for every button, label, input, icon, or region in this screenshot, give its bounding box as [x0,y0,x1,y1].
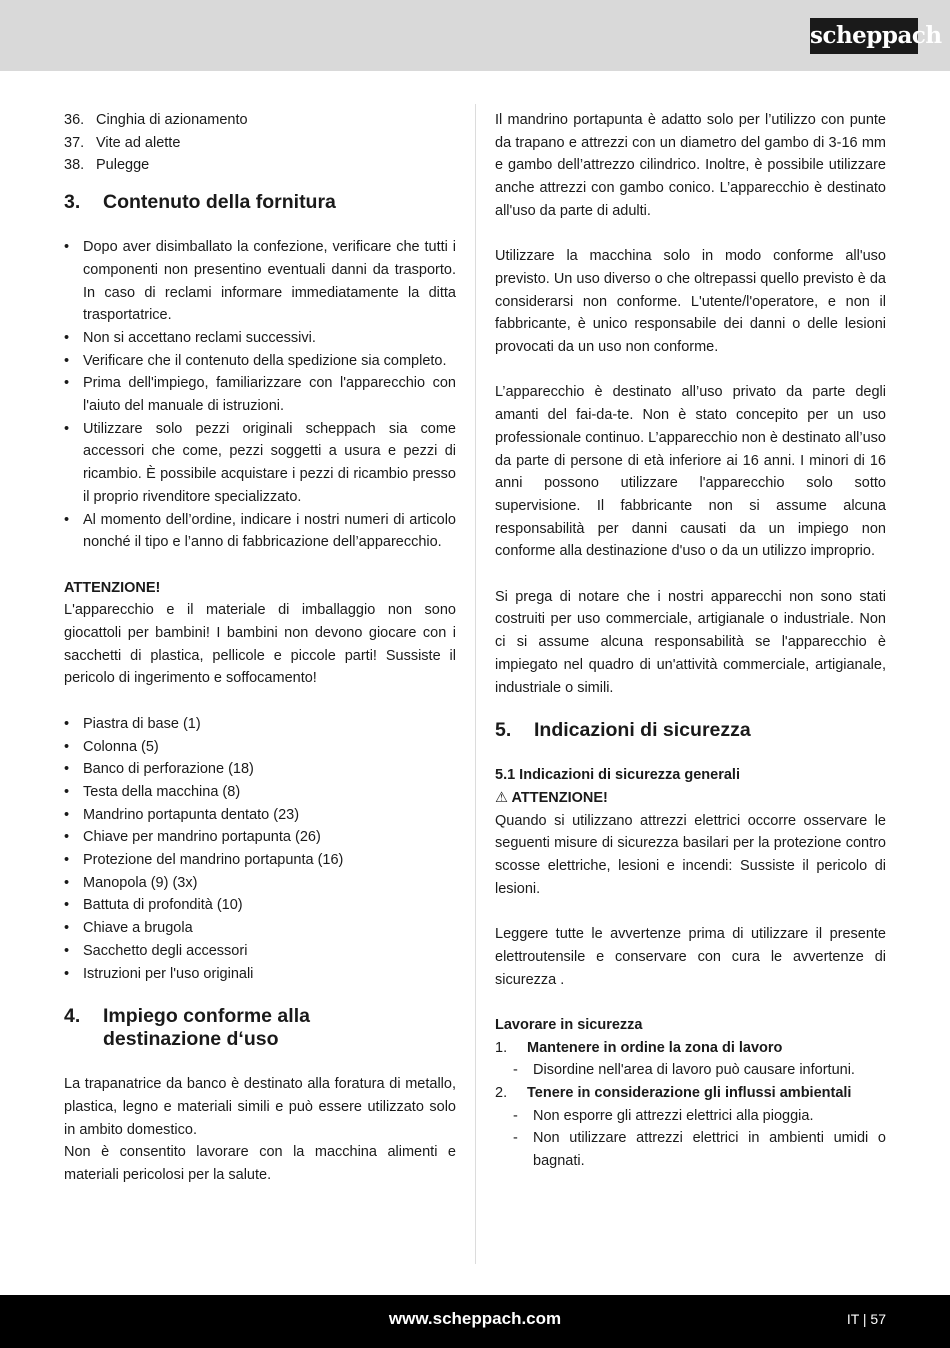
section-title: Indicazioni di sicurezza [534,719,751,742]
list-item: • Protezione del mandrino portapunta (16) [64,849,456,872]
item-number: 37. [64,134,85,151]
item-text: Mantenere in ordine la zona di lavoro [527,1039,783,1056]
paragraph: Il mandrino portapunta è adatto solo per l’utilizzo con punte da trapano e attrezzi con un diametro del gambo di 3-16 mm e gambo dell’attrezzo cilindrico. Inoltre, è possibile utilizzare anche attrezzi con gambo conico. L’apparecchio è destinato all'uso da parte di adulti. [495,112,886,219]
safety-list [495,1037,886,1060]
section-title: Contenuto della fornitura [103,191,336,214]
paragraph: Quando si utilizzano attrezzi elettrici occorre osservare le seguenti misure di sicurezza basilari per la protezione contro scosse elettriche, lesioni e incendi: Sussiste il pericolo di lesioni. [495,812,886,897]
paragraph: L’apparecchio è destinato all’uso privato da parte degli amanti del fai-da-te. Non è stato concepito per un uso professionale continuo. L’apparecchio non è destinato all’uso da parte di persone di età inferiore ai 16 anni. I minori di 16 anni possono utilizzare l'apparecchio solo sotto supervisione. Il fabbricante non si assume alcuna responsabilità per danni causati da un impiego non conforme alla destinazione d'uso o da un utilizzo improprio. [495,384,886,560]
section-title-line: destinazione d‘uso [103,1028,279,1051]
warning-label: ATTENZIONE! [511,789,608,806]
contents-bullets [64,713,456,985]
work-safety-title: Lavorare in sicurezza [495,1016,643,1033]
paragraph: Si prega di notare che i nostri apparecchi non sono stati costruiti per uso commerciale, artigianale o industriale. Non ci si assume alcuna responsabilità se l'apparecchio è impiegato nel quadro di un'attività commerciale, artigianale, industriale o simili. [495,588,886,696]
right-column [495,109,886,1173]
dash-list [495,1059,886,1082]
list-item [495,1037,886,1060]
delivery-bullets [64,236,456,554]
section-5-heading [495,719,886,742]
list-item: • Utilizzare solo pezzi originali scheppach sia come accessori che come, pezzi soggetti a usura e pezzi di ricambio. È possibile acquistare i pezzi di ricambio presso il proprio rivenditore specializzato. [64,418,456,509]
section-title-line: Impiego conforme alla [103,1005,310,1028]
list-item: • Manopola (9) (3x) [64,872,456,895]
paragraph: Utilizzare la macchina solo in modo conforme all'uso previsto. Un uso diverso o che oltrepassi quello previsto è da considerarsi non conforme. L'utente/l'operatore, e non il fabbricante, è unico responsabile dei danni o delle lesioni provocati da un uso non conforme. [495,248,886,356]
paragraph: Non è consentito lavorare con la macchina alimenti e materiali pericolosi per la salute. [64,1144,456,1184]
warning-title: ATTENZIONE! [64,579,161,596]
item-number: 2. [495,1085,508,1102]
page-number: IT | 57 [846,1311,886,1327]
item-text: Vite ad alette [96,134,181,151]
list-item [495,1082,886,1105]
list-item: - Non utilizzare attrezzi elettrici in ambienti umidi o bagnati. [495,1127,886,1172]
section-title [103,1005,310,1051]
scheppach-logo: scheppach [810,18,918,54]
list-item [64,109,456,132]
page-footer [0,1295,950,1348]
list-item: - Disordine nell'area di lavoro può causare infortuni. [495,1059,886,1082]
list-item: • Battuta di profondità (10) [64,894,456,917]
item-text: Cinghia di azionamento [96,112,248,128]
paragraph: Leggere tutte le avvertenze prima di utilizzare il presente elettroutensile e conservare con cura le avvertenze di sicurezza . [495,926,886,988]
left-column [64,109,456,1187]
list-item [64,132,456,155]
section-number: 3. [64,191,81,214]
warning-icon: ⚠ [495,789,508,806]
subsection-title: 5.1 Indicazioni di sicurezza generali [495,767,740,784]
item-number: 36. [64,112,85,128]
item-text: Pulegge [96,157,150,174]
item-number: 1. [495,1039,508,1056]
list-item: • Mandrino portapunta dentato (23) [64,804,456,827]
list-item: • Chiave a brugola [64,917,456,940]
list-item: • Verificare che il contenuto della spedizione sia completo. [64,350,456,373]
list-item: • Piastra di base (1) [64,713,456,736]
column-divider [475,104,476,1264]
safety-list [495,1082,886,1105]
list-item: • Sacchetto degli accessori [64,940,456,963]
warning-line [495,787,886,810]
list-item: • Al momento dell’ordine, indicare i nostri numeri di articolo nonché il tipo e l’anno di fabbricazione dell’apparecchio. [64,509,456,554]
list-item: • Prima dell'impiego, familiarizzare con l'apparecchio con l'aiuto del manuale di istruzioni. [64,372,456,417]
list-item: - Non esporre gli attrezzi elettrici alla pioggia. [495,1105,886,1128]
warning-text: L'apparecchio e il materiale di imballaggio non sono giocattoli per bambini! I bambini non devono giocare con i sacchetti di plastica, pellicole e piccole parti! Sussiste il pericolo di ingerimento e soffocamento! [64,602,456,687]
list-item: • Banco di perforazione (18) [64,758,456,781]
section-3-heading [64,191,456,214]
list-item: • Colonna (5) [64,736,456,759]
parts-list [64,109,456,177]
section-4-heading [64,1005,456,1051]
list-item: • Testa della macchina (8) [64,781,456,804]
list-item: • Dopo aver disimballato la confezione, verificare che tutti i componenti non presentino eventuali danni da trasporto. In caso di reclami informare immediatamente la ditta trasportatrice. [64,236,456,327]
page-header [0,0,950,71]
dash-list [495,1105,886,1173]
section-number: 4. [64,1005,81,1028]
item-text: Tenere in considerazione gli influssi ambientali [527,1085,852,1102]
section-number: 5. [495,719,512,742]
item-number: 38. [64,157,85,174]
list-item [64,154,456,177]
paragraph: La trapanatrice da banco è destinato alla foratura di metallo, plastica, legno e materiali simili e può essere utilizzato solo in ambito domestico. [64,1076,456,1138]
website-link[interactable]: www.scheppach.com [388,1309,562,1328]
list-item: • Istruzioni per l'uso originali [64,963,456,986]
list-item: • Chiave per mandrino portapunta (26) [64,826,456,849]
list-item: • Non si accettano reclami successivi. [64,327,456,350]
